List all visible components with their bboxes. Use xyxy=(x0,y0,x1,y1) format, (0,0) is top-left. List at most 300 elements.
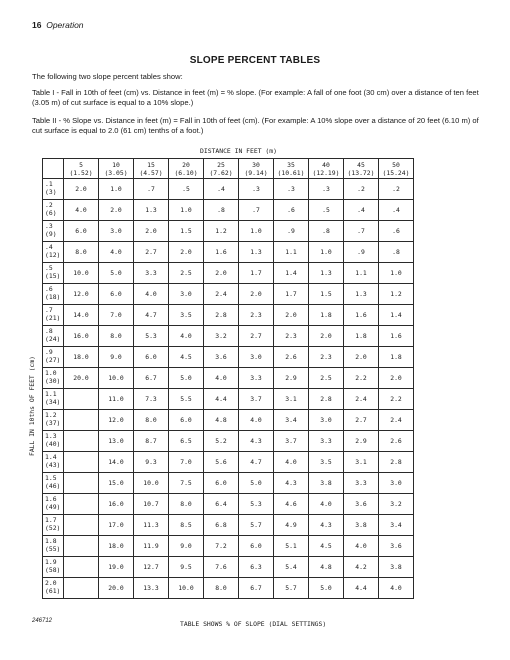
slope-cell: 2.9 xyxy=(344,431,379,452)
table-row xyxy=(43,179,414,200)
slope-cell: 4.3 xyxy=(274,473,309,494)
row-fall-cm: (40) xyxy=(45,440,61,448)
slope-cell: 4.0 xyxy=(64,200,99,221)
slope-cell: 1.7 xyxy=(274,284,309,305)
row-fall-feet: 1.1 xyxy=(45,390,57,398)
slope-cell: 9.0 xyxy=(169,536,204,557)
row-label xyxy=(43,494,64,515)
table-row xyxy=(43,200,414,221)
slope-cell: 1.1 xyxy=(344,263,379,284)
slope-cell: 4.4 xyxy=(204,389,239,410)
slope-cell: 2.8 xyxy=(309,389,344,410)
row-fall-feet: .2 xyxy=(45,201,53,209)
slope-cell: 20.0 xyxy=(64,368,99,389)
slope-cell: 18.0 xyxy=(64,347,99,368)
slope-cell: .4 xyxy=(379,200,414,221)
slope-cell: 5.6 xyxy=(204,452,239,473)
table-row xyxy=(43,410,414,431)
slope-cell: 4.0 xyxy=(239,410,274,431)
slope-cell: 3.6 xyxy=(344,494,379,515)
slope-cell: 3.0 xyxy=(169,284,204,305)
slope-cell: 3.5 xyxy=(169,305,204,326)
slope-cell: .5 xyxy=(169,179,204,200)
slope-cell: 5.2 xyxy=(204,431,239,452)
slope-cell: 12.7 xyxy=(134,557,169,578)
row-fall-feet: 1.4 xyxy=(45,453,57,461)
slope-cell: 10.0 xyxy=(99,368,134,389)
column-header xyxy=(134,159,169,179)
table-row xyxy=(43,347,414,368)
slope-cell: 6.7 xyxy=(239,578,274,599)
slope-cell: 10.0 xyxy=(169,578,204,599)
row-fall-cm: (27) xyxy=(45,356,61,364)
slope-cell: 3.8 xyxy=(344,515,379,536)
column-header xyxy=(344,159,379,179)
slope-cell: 6.0 xyxy=(169,410,204,431)
table-row xyxy=(43,452,414,473)
table-caption: TABLE SHOWS % OF SLOPE (DIAL SETTINGS) xyxy=(180,620,327,628)
slope-cell: 3.3 xyxy=(239,368,274,389)
slope-cell: 3.6 xyxy=(379,536,414,557)
slope-cell: 3.6 xyxy=(204,347,239,368)
column-feet: 20 xyxy=(182,160,190,169)
slope-cell: 8.0 xyxy=(134,410,169,431)
slope-cell: .8 xyxy=(309,221,344,242)
slope-cell: 3.2 xyxy=(379,494,414,515)
column-header xyxy=(169,159,204,179)
slope-cell: 7.2 xyxy=(204,536,239,557)
slope-cell: 3.2 xyxy=(204,326,239,347)
slope-cell: 1.6 xyxy=(204,242,239,263)
slope-cell: 2.4 xyxy=(379,410,414,431)
slope-cell: 3.8 xyxy=(309,473,344,494)
column-feet: 10 xyxy=(112,160,120,169)
slope-cell: 3.5 xyxy=(309,452,344,473)
slope-cell: 2.4 xyxy=(204,284,239,305)
slope-cell: 7.0 xyxy=(99,305,134,326)
slope-cell: 4.0 xyxy=(204,368,239,389)
slope-cell: 1.0 xyxy=(239,221,274,242)
slope-cell: 2.0 xyxy=(204,263,239,284)
intro-paragraph: The following two slope percent tables show: xyxy=(32,72,183,81)
column-feet: 40 xyxy=(322,160,330,169)
row-fall-feet: 1.2 xyxy=(45,411,57,419)
slope-cell: 4.5 xyxy=(309,536,344,557)
row-fall-cm: (30) xyxy=(45,377,61,385)
table-row xyxy=(43,494,414,515)
slope-cell: 4.0 xyxy=(344,536,379,557)
slope-cell: .9 xyxy=(344,242,379,263)
slope-cell: 14.0 xyxy=(99,452,134,473)
row-fall-feet: 1.0 xyxy=(45,369,57,377)
slope-cell: 6.0 xyxy=(134,347,169,368)
column-feet: 50 xyxy=(392,160,400,169)
row-fall-feet: .9 xyxy=(45,348,53,356)
row-label xyxy=(43,221,64,242)
slope-cell: 13.0 xyxy=(99,431,134,452)
row-fall-cm: (46) xyxy=(45,482,61,490)
slope-cell: .7 xyxy=(239,200,274,221)
slope-cell: 6.7 xyxy=(134,368,169,389)
slope-cell: 16.0 xyxy=(64,326,99,347)
row-fall-cm: (49) xyxy=(45,503,61,511)
slope-cell: 1.2 xyxy=(204,221,239,242)
table-row xyxy=(43,326,414,347)
figure-id: 246712 xyxy=(32,618,53,624)
table-header-row xyxy=(43,159,414,179)
slope-cell: 2.7 xyxy=(134,242,169,263)
slope-cell: 3.4 xyxy=(274,410,309,431)
slope-cell: 11.0 xyxy=(99,389,134,410)
row-label xyxy=(43,431,64,452)
row-fall-cm: (18) xyxy=(45,293,61,301)
slope-cell: 3.3 xyxy=(344,473,379,494)
slope-cell: .7 xyxy=(134,179,169,200)
fall-axis-label: FALL IN 10ths OF FEET (cm) xyxy=(28,355,36,457)
slope-cell: 16.0 xyxy=(99,494,134,515)
slope-cell: 4.2 xyxy=(344,557,379,578)
slope-cell: .6 xyxy=(379,221,414,242)
row-label xyxy=(43,284,64,305)
slope-cell: 5.4 xyxy=(274,557,309,578)
slope-cell: 2.3 xyxy=(274,326,309,347)
slope-cell: 2.7 xyxy=(344,410,379,431)
slope-cell: 2.4 xyxy=(344,389,379,410)
slope-cell: 6.8 xyxy=(204,515,239,536)
slope-cell: .3 xyxy=(309,179,344,200)
row-fall-cm: (37) xyxy=(45,419,61,427)
column-meters: (10.61) xyxy=(277,168,305,177)
table-i-description: Table I - Fall in 10th of feet (cm) vs. Distance in feet (m) = % slope. (For example: A fall of one foot (30 cm) over a distance of ten feet (3.05 m) of cut surface is equal to a 10% slope.) xyxy=(32,88,479,107)
column-feet: 35 xyxy=(287,160,295,169)
row-label xyxy=(43,242,64,263)
slope-cell: 2.0 xyxy=(169,242,204,263)
column-header xyxy=(309,159,344,179)
slope-cell: 12.0 xyxy=(99,410,134,431)
slope-cell: 3.8 xyxy=(379,557,414,578)
column-meters: (3.05) xyxy=(104,168,128,177)
table-row xyxy=(43,242,414,263)
table-body xyxy=(43,179,414,599)
table-row xyxy=(43,263,414,284)
slope-cell: 4.3 xyxy=(239,431,274,452)
slope-cell: 6.0 xyxy=(99,284,134,305)
column-meters: (4.57) xyxy=(139,168,163,177)
slope-cell: 3.7 xyxy=(239,389,274,410)
row-label xyxy=(43,389,64,410)
slope-cell: 11.3 xyxy=(134,515,169,536)
table-row xyxy=(43,536,414,557)
slope-cell: 5.0 xyxy=(169,368,204,389)
slope-cell xyxy=(64,557,99,578)
slope-cell xyxy=(64,578,99,599)
page-header xyxy=(32,20,84,30)
row-fall-cm: (9) xyxy=(45,230,57,238)
slope-cell: 6.5 xyxy=(169,431,204,452)
row-label xyxy=(43,557,64,578)
slope-cell: 18.0 xyxy=(99,536,134,557)
slope-cell: 2.0 xyxy=(309,326,344,347)
slope-cell: 5.7 xyxy=(239,515,274,536)
slope-cell: .9 xyxy=(274,221,309,242)
slope-cell: 3.3 xyxy=(309,431,344,452)
column-meters: (6.10) xyxy=(174,168,198,177)
slope-cell: 8.0 xyxy=(99,326,134,347)
slope-cell: 1.6 xyxy=(344,305,379,326)
row-label xyxy=(43,347,64,368)
row-label xyxy=(43,263,64,284)
row-label xyxy=(43,410,64,431)
slope-cell: 2.5 xyxy=(309,368,344,389)
row-label xyxy=(43,200,64,221)
slope-cell: 4.9 xyxy=(274,515,309,536)
slope-cell: 4.3 xyxy=(309,515,344,536)
slope-cell: 5.0 xyxy=(309,578,344,599)
slope-cell: 2.8 xyxy=(379,452,414,473)
table-row xyxy=(43,368,414,389)
slope-cell: 2.0 xyxy=(239,284,274,305)
slope-cell: 5.1 xyxy=(274,536,309,557)
slope-cell: 11.9 xyxy=(134,536,169,557)
slope-cell: .8 xyxy=(204,200,239,221)
slope-cell: 4.4 xyxy=(344,578,379,599)
page-title: SLOPE PERCENT TABLES xyxy=(189,55,321,66)
slope-cell: 4.8 xyxy=(204,410,239,431)
row-fall-cm: (58) xyxy=(45,566,61,574)
slope-cell xyxy=(64,494,99,515)
slope-cell: 8.7 xyxy=(134,431,169,452)
slope-cell: 15.0 xyxy=(99,473,134,494)
column-meters: (1.52) xyxy=(69,168,93,177)
table-row xyxy=(43,473,414,494)
column-meters: (7.62) xyxy=(209,168,233,177)
column-feet: 15 xyxy=(147,160,155,169)
slope-cell: 8.0 xyxy=(204,578,239,599)
slope-cell: 3.0 xyxy=(99,221,134,242)
slope-cell: 3.1 xyxy=(344,452,379,473)
slope-cell: 2.8 xyxy=(204,305,239,326)
slope-cell: 10.7 xyxy=(134,494,169,515)
slope-cell: 1.1 xyxy=(274,242,309,263)
slope-cell: 2.0 xyxy=(379,368,414,389)
row-fall-feet: .8 xyxy=(45,327,53,335)
slope-cell: 14.0 xyxy=(64,305,99,326)
row-fall-feet: .3 xyxy=(45,222,53,230)
slope-cell: 2.3 xyxy=(309,347,344,368)
slope-cell xyxy=(64,515,99,536)
slope-cell: 7.5 xyxy=(169,473,204,494)
slope-cell: 2.6 xyxy=(274,347,309,368)
row-fall-feet: 1.8 xyxy=(45,537,57,545)
row-fall-feet: 1.9 xyxy=(45,558,57,566)
slope-cell: .4 xyxy=(344,200,379,221)
slope-cell: 2.6 xyxy=(379,431,414,452)
row-label xyxy=(43,368,64,389)
table-row xyxy=(43,557,414,578)
row-fall-cm: (52) xyxy=(45,524,61,532)
table-row xyxy=(43,578,414,599)
slope-cell: 7.0 xyxy=(169,452,204,473)
slope-cell: 1.0 xyxy=(309,242,344,263)
row-fall-cm: (3) xyxy=(45,188,57,196)
slope-cell: 2.0 xyxy=(64,179,99,200)
slope-cell: 4.0 xyxy=(274,452,309,473)
slope-cell: 5.0 xyxy=(239,473,274,494)
row-label xyxy=(43,536,64,557)
slope-cell: 1.5 xyxy=(309,284,344,305)
slope-cell: 1.0 xyxy=(99,179,134,200)
slope-cell: 8.5 xyxy=(169,515,204,536)
row-fall-feet: .4 xyxy=(45,243,53,251)
row-fall-cm: (34) xyxy=(45,398,61,406)
slope-cell: 1.4 xyxy=(379,305,414,326)
table-row xyxy=(43,305,414,326)
slope-cell: .2 xyxy=(379,179,414,200)
table-row xyxy=(43,284,414,305)
column-feet: 45 xyxy=(357,160,365,169)
row-fall-cm: (15) xyxy=(45,272,61,280)
column-header xyxy=(99,159,134,179)
slope-cell: 1.3 xyxy=(309,263,344,284)
slope-cell: 10.0 xyxy=(134,473,169,494)
slope-cell: 6.0 xyxy=(204,473,239,494)
slope-cell: 3.0 xyxy=(239,347,274,368)
slope-cell: 1.0 xyxy=(169,200,204,221)
slope-cell: 9.3 xyxy=(134,452,169,473)
slope-cell: 1.8 xyxy=(379,347,414,368)
column-meters: (12.19) xyxy=(312,168,340,177)
slope-cell: 3.7 xyxy=(274,431,309,452)
slope-cell: 5.0 xyxy=(99,263,134,284)
row-fall-cm: (55) xyxy=(45,545,61,553)
slope-cell: 2.0 xyxy=(274,305,309,326)
slope-cell: 12.0 xyxy=(64,284,99,305)
slope-cell: 4.0 xyxy=(134,284,169,305)
row-fall-feet: .7 xyxy=(45,306,53,314)
slope-cell: 4.0 xyxy=(99,242,134,263)
slope-cell: 1.3 xyxy=(134,200,169,221)
slope-cell: 1.7 xyxy=(239,263,274,284)
slope-cell: 3.0 xyxy=(379,473,414,494)
slope-cell: 17.0 xyxy=(99,515,134,536)
slope-cell: .7 xyxy=(344,221,379,242)
slope-cell: .8 xyxy=(379,242,414,263)
slope-cell: 3.4 xyxy=(379,515,414,536)
slope-cell: 9.5 xyxy=(169,557,204,578)
column-meters: (9.14) xyxy=(244,168,268,177)
slope-cell: .5 xyxy=(309,200,344,221)
row-label xyxy=(43,515,64,536)
slope-cell: .3 xyxy=(239,179,274,200)
slope-cell: 5.5 xyxy=(169,389,204,410)
slope-cell: .2 xyxy=(344,179,379,200)
slope-cell xyxy=(64,431,99,452)
slope-cell: 7.3 xyxy=(134,389,169,410)
slope-cell: 4.6 xyxy=(274,494,309,515)
row-fall-feet: 1.5 xyxy=(45,474,57,482)
slope-cell: 1.4 xyxy=(274,263,309,284)
slope-cell: 7.6 xyxy=(204,557,239,578)
table-ii-description: Table II - % Slope vs. Distance in feet (m) = Fall in 10th of feet (cm). (For example: A 10% slope over a distance of 20 feet (6.10 m) of cut surface is equal to 2.0 (61 cm) tenths of a foot.) xyxy=(32,116,479,135)
slope-cell xyxy=(64,410,99,431)
row-fall-feet: .5 xyxy=(45,264,53,272)
slope-cell: .3 xyxy=(274,179,309,200)
slope-cell: 2.0 xyxy=(99,200,134,221)
table-row xyxy=(43,431,414,452)
corner-cell xyxy=(43,159,64,179)
column-header xyxy=(204,159,239,179)
column-feet: 25 xyxy=(217,160,225,169)
slope-cell: 1.2 xyxy=(379,284,414,305)
slope-cell: 9.0 xyxy=(99,347,134,368)
row-fall-feet: .1 xyxy=(45,180,53,188)
column-header xyxy=(379,159,414,179)
slope-cell: 1.8 xyxy=(309,305,344,326)
row-fall-feet: .6 xyxy=(45,285,53,293)
slope-cell: 2.3 xyxy=(239,305,274,326)
table-row xyxy=(43,221,414,242)
section-name: Operation xyxy=(46,20,84,30)
row-label xyxy=(43,473,64,494)
row-label xyxy=(43,305,64,326)
column-feet: 5 xyxy=(79,160,83,169)
row-fall-cm: (6) xyxy=(45,209,57,217)
column-header xyxy=(274,159,309,179)
slope-cell: 2.9 xyxy=(274,368,309,389)
slope-cell: 5.3 xyxy=(239,494,274,515)
slope-cell: 6.4 xyxy=(204,494,239,515)
row-fall-feet: 1.7 xyxy=(45,516,57,524)
table-row xyxy=(43,515,414,536)
table-row xyxy=(43,389,414,410)
row-fall-cm: (21) xyxy=(45,314,61,322)
row-label xyxy=(43,578,64,599)
slope-cell: 1.8 xyxy=(344,326,379,347)
slope-percent-table xyxy=(42,158,414,599)
slope-cell: 6.0 xyxy=(239,536,274,557)
slope-cell: 2.0 xyxy=(134,221,169,242)
slope-cell: 2.2 xyxy=(344,368,379,389)
slope-cell: 19.0 xyxy=(99,557,134,578)
column-header xyxy=(239,159,274,179)
distance-axis-label: DISTANCE IN FEET (m) xyxy=(200,147,277,155)
slope-cell: 8.0 xyxy=(64,242,99,263)
slope-cell: 4.0 xyxy=(309,494,344,515)
slope-cell: 13.3 xyxy=(134,578,169,599)
slope-cell: .6 xyxy=(274,200,309,221)
slope-cell: 3.0 xyxy=(309,410,344,431)
slope-cell: 8.0 xyxy=(169,494,204,515)
slope-cell xyxy=(64,536,99,557)
slope-cell: 20.0 xyxy=(99,578,134,599)
row-label xyxy=(43,326,64,347)
slope-cell: 5.7 xyxy=(274,578,309,599)
slope-cell: 4.5 xyxy=(169,347,204,368)
slope-cell: 6.3 xyxy=(239,557,274,578)
slope-cell: 4.0 xyxy=(379,578,414,599)
slope-cell: 6.0 xyxy=(64,221,99,242)
slope-cell: 4.8 xyxy=(309,557,344,578)
row-fall-cm: (12) xyxy=(45,251,61,259)
row-fall-cm: (61) xyxy=(45,587,61,595)
column-meters: (13.72) xyxy=(347,168,375,177)
slope-cell: 1.3 xyxy=(239,242,274,263)
slope-cell: 5.3 xyxy=(134,326,169,347)
row-fall-feet: 1.3 xyxy=(45,432,57,440)
slope-cell: 3.3 xyxy=(134,263,169,284)
slope-cell: 4.0 xyxy=(169,326,204,347)
column-feet: 30 xyxy=(252,160,260,169)
